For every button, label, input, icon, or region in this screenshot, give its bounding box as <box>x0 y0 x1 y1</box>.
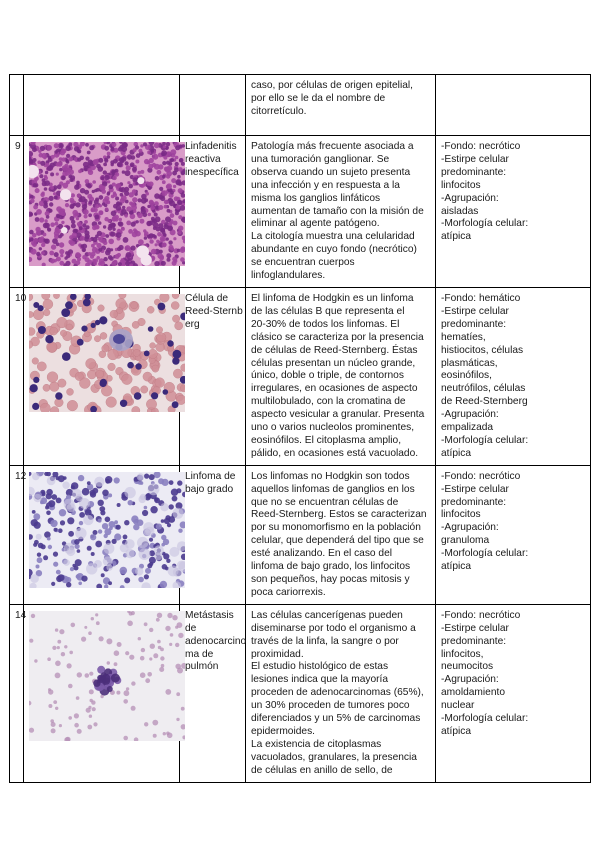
text-line: -Morfología celular: <box>441 548 529 560</box>
text-line: de células en anillo de sello, de <box>251 764 393 776</box>
description <box>246 604 436 782</box>
text-line: misma los ganglios linfáticos <box>251 192 381 204</box>
text-line: -Fondo: necrótico <box>441 609 521 621</box>
text-line: de <box>185 622 197 634</box>
text-line: -Fondo: hemático <box>441 292 521 304</box>
description <box>246 136 436 288</box>
text-line: Célula de <box>185 292 229 304</box>
features <box>436 465 591 604</box>
text-line: son pequeños, hay pocas mitosis y <box>251 574 410 585</box>
row-number: 12 <box>10 465 24 604</box>
text-line: histiocitos, células <box>441 344 524 356</box>
row-number <box>10 75 24 136</box>
text-line: -Agrupación: <box>441 674 499 686</box>
text-line: neumocitos <box>441 661 494 673</box>
text-line: linfoglandulares. <box>251 270 326 282</box>
text-line: uno o varios nucleolos prominentes, <box>251 422 415 434</box>
features <box>436 604 591 782</box>
text-line: -Morfología celular: <box>441 434 529 446</box>
text-line: -Agrupación: <box>441 522 499 534</box>
text-line: -Estirpe celular <box>441 153 509 165</box>
text-line: atípica <box>441 725 472 737</box>
text-line: neutrófilos, células <box>441 383 526 395</box>
text-line: esté analizando. En el caso del <box>251 548 393 560</box>
text-line: de células de Reed-Sternberg. Éstas <box>251 344 418 356</box>
text-line: predominante: <box>441 166 507 178</box>
text-line: Los linfomas no Hodgkin son todos <box>251 470 410 482</box>
text-line: inespecífica <box>185 166 239 178</box>
text-line: El linfoma de Hodgkin es un linfoma <box>251 292 414 304</box>
text-line: -Fondo: necrótico <box>441 141 521 152</box>
text-line: -Estirpe celular <box>441 622 509 634</box>
table-row <box>10 604 591 782</box>
text-line: -Morfología celular: <box>441 713 529 725</box>
text-line: eosinófilos. El citoplasma amplio, <box>251 434 402 446</box>
text-line: vacuolados, granulares, la presencia <box>251 751 417 763</box>
text-line: aspecto vesicular a granular. Presenta <box>251 409 425 421</box>
text-line: multilobulado, con la cromatina de <box>251 396 406 408</box>
text-line: predominante: <box>441 635 507 647</box>
table-row <box>10 75 591 136</box>
text-line: empalizada <box>441 422 494 434</box>
features <box>436 136 591 288</box>
description <box>246 287 436 465</box>
text-line: Linfadenitis <box>185 141 237 152</box>
text-line: atípica <box>441 447 472 459</box>
histology-image-reed-sternberg <box>29 294 185 412</box>
text-line: irregulares, en ocasiones de aspecto <box>251 383 418 395</box>
text-line: -Estirpe celular <box>441 305 509 317</box>
image-cell <box>24 604 180 782</box>
text-line: proceden de adenocarcinomas (65%), <box>251 687 424 699</box>
text-line: citorretículo. <box>251 105 307 117</box>
text-line: Reed-Sternberg. Estos se caracterizan <box>251 509 427 521</box>
text-line: La citología muestra una celularidad <box>251 231 415 243</box>
text-line: -Fondo: necrótico <box>441 470 521 482</box>
text-line: -Morfología celular: <box>441 218 529 230</box>
lesion-name <box>180 465 246 604</box>
lesion-name <box>180 604 246 782</box>
text-line: aumentan de tamaño con la misión de <box>251 205 424 217</box>
image-cell <box>24 465 180 604</box>
text-line: diferenciados y un 5% de carcinomas <box>251 713 421 725</box>
text-line: 20-30% de todos los linfomas. El <box>251 318 400 330</box>
table-row <box>10 136 591 288</box>
text-line: por su monomorfismo en la población <box>251 522 421 534</box>
text-line: pálido, en ocasiones está vacuolado. <box>251 447 419 459</box>
text-line: Reed-Sternb <box>185 305 243 317</box>
text-line: linfocitos <box>441 509 481 521</box>
text-line: eliminar al agente patógeno. <box>251 218 380 230</box>
text-line: erg <box>185 318 200 330</box>
text-line: plasmáticas, <box>441 357 498 369</box>
text-line: bajo grado <box>185 483 234 495</box>
text-line: granuloma <box>441 535 490 547</box>
text-line: linfoma de bajo grado, los linfocitos <box>251 561 411 573</box>
image-cell <box>24 75 180 136</box>
text-line: atípica <box>441 231 472 243</box>
row-number: 10 <box>10 287 24 465</box>
text-line: observa cuando un sujeto presenta <box>251 166 411 178</box>
text-line: células presentan un núcleo grande, <box>251 357 416 369</box>
text-line: aisladas <box>441 205 479 217</box>
text-line: El estudio histológico de estas <box>251 661 389 673</box>
description <box>246 75 436 136</box>
text-line: linfocitos <box>441 179 481 191</box>
histology-image-adenocarcinoma-metastasis <box>29 611 185 741</box>
text-line: poca cariorrexis. <box>251 586 326 598</box>
text-line: -Estirpe celular <box>441 483 509 495</box>
text-line: Patología más frecuente asociada a <box>251 141 414 152</box>
table-row <box>10 465 591 604</box>
text-line: Metástasis <box>185 609 234 621</box>
text-line: predominante: <box>441 496 507 508</box>
text-line: que no se encuentran células de <box>251 496 399 508</box>
text-line: celular, que dependerá del tipo que se <box>251 535 424 547</box>
text-line: través de la linfa, la sangre o por <box>251 635 399 647</box>
text-line: amoldamiento <box>441 687 505 699</box>
description <box>246 465 436 604</box>
text-line: predominante: <box>441 318 507 330</box>
text-line: abundante en cuyo fondo (necrótico) <box>251 244 417 256</box>
lesion-name <box>180 75 246 136</box>
text-line: nuclear <box>441 700 475 712</box>
text-line: una tumoración ganglionar. Se <box>251 153 390 165</box>
text-line: aquellos linfomas de ganglios en los <box>251 483 415 495</box>
features <box>436 287 591 465</box>
text-line: caso, por células de origen epitelial, <box>251 80 413 91</box>
text-line: hematíes, <box>441 331 486 343</box>
text-line: se encuentran cuerpos <box>251 257 355 269</box>
text-line: un 30% proceden de tumores poco <box>251 700 410 712</box>
text-line: Las células cancerígenas pueden <box>251 609 403 621</box>
table-row <box>10 287 591 465</box>
text-line: Linfoma de <box>185 470 236 482</box>
image-cell <box>24 136 180 288</box>
text-line: ma de <box>185 648 214 660</box>
text-line: por ello se le da el nombre de <box>251 92 386 104</box>
text-line: linfocitos, <box>441 648 484 660</box>
text-line: de las células B que representa el <box>251 305 405 317</box>
text-line: pulmón <box>185 661 219 673</box>
text-line: -Agrupación: <box>441 409 499 421</box>
text-line: reactiva <box>185 153 221 165</box>
text-line: epidermoides. <box>251 725 315 737</box>
text-line: atípica <box>441 561 472 573</box>
text-line: -Agrupación: <box>441 192 499 204</box>
histology-image-low-grade-lymphoma <box>29 472 185 588</box>
text-line: La existencia de citoplasmas <box>251 738 382 750</box>
text-line: lesiones indica que la mayoría <box>251 674 389 686</box>
text-line: una infección y en respuesta a la <box>251 179 400 191</box>
row-number: 9 <box>10 136 24 288</box>
text-line: diseminarse por todo el organismo a <box>251 622 416 634</box>
histology-image-lymphadenitis <box>29 142 185 266</box>
image-cell <box>24 287 180 465</box>
row-number: 14 <box>10 604 24 782</box>
text-line: único, doble o triple, de contornos <box>251 370 404 382</box>
lesion-name <box>180 287 246 465</box>
pathology-table <box>9 74 591 783</box>
text-line: proximidad. <box>251 648 304 660</box>
text-line: de Reed-Sternberg <box>441 396 528 408</box>
text-line: clásico se caracteriza por la presencia <box>251 331 424 343</box>
features <box>436 75 591 136</box>
text-line: adenocarcino <box>185 635 247 647</box>
text-line: eosinófilos, <box>441 370 492 382</box>
lesion-name <box>180 136 246 288</box>
